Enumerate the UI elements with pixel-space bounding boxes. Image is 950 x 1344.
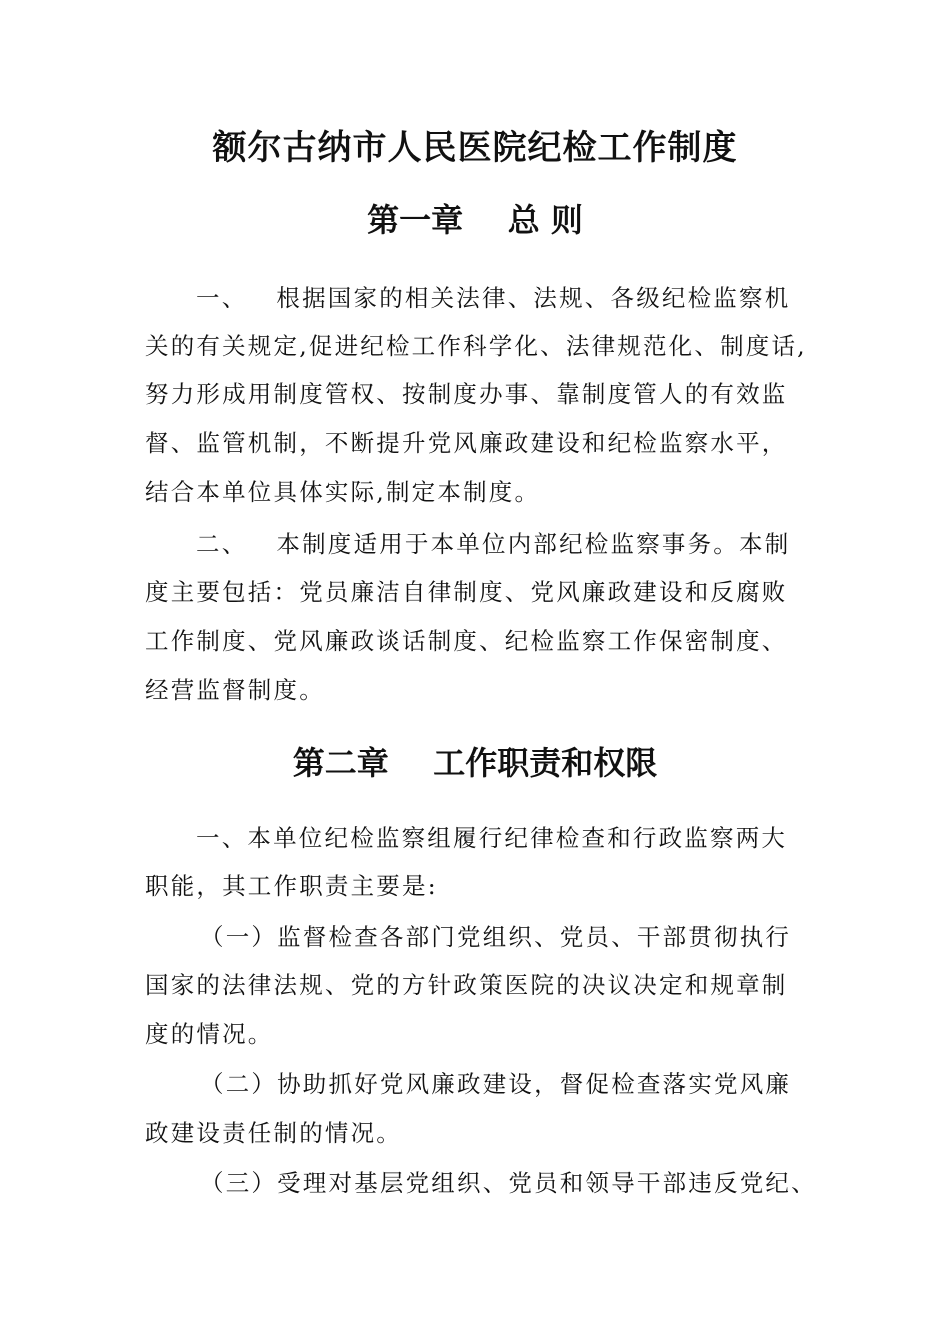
chapter-2-heading: 第二章 工作职责和权限 — [292, 744, 658, 782]
text-line: 度主要包括：党员廉洁自律制度、党风廉政建设和反腐败 — [145, 578, 788, 606]
text-line: 职能，其工作职责主要是: — [145, 872, 438, 900]
text-line: 度的情况。 — [145, 1020, 274, 1048]
text-line: 一、 根据国家的相关法律、法规、各级纪检监察机 — [196, 284, 791, 312]
text-line: 结合本单位具体实际,制定本制度。 — [145, 478, 541, 506]
text-line: 工作制度、党风廉政谈话制度、纪检监察工作保密制度、 — [145, 627, 788, 655]
text-line: 督、监管机制，不断提升党风廉政建设和纪检监察水平， — [145, 429, 788, 457]
text-line: （三）受理对基层党组织、党员和领导干部违反党纪、 — [200, 1169, 817, 1197]
text-line: 经营监督制度。 — [145, 676, 325, 704]
text-line: 国家的法律法规、党的方针政策医院的决议决定和规章制 — [145, 971, 788, 999]
text-line: 政建设责任制的情况。 — [145, 1119, 402, 1147]
text-line: （二）协助抓好党风廉政建设，督促检查落实党风廉 — [200, 1070, 792, 1098]
text-line: （一）监督检查各部门党组织、党员、干部贯彻执行 — [200, 923, 792, 951]
text-line: 一、本单位纪检监察组履行纪律检查和行政监察两大 — [196, 824, 788, 852]
text-line: 二、 本制度适用于本单位内部纪检监察事务。本制 — [196, 530, 791, 558]
text-line: 努力形成用制度管权、按制度办事、靠制度管人的有效监 — [145, 380, 788, 408]
text-line: 关的有关规定,促进纪检工作科学化、法律规范化、制度话, — [145, 332, 807, 360]
document-title: 额尔古纳市人民医院纪检工作制度 — [212, 128, 738, 168]
chapter-1-heading: 第一章 总 则 — [367, 201, 583, 239]
